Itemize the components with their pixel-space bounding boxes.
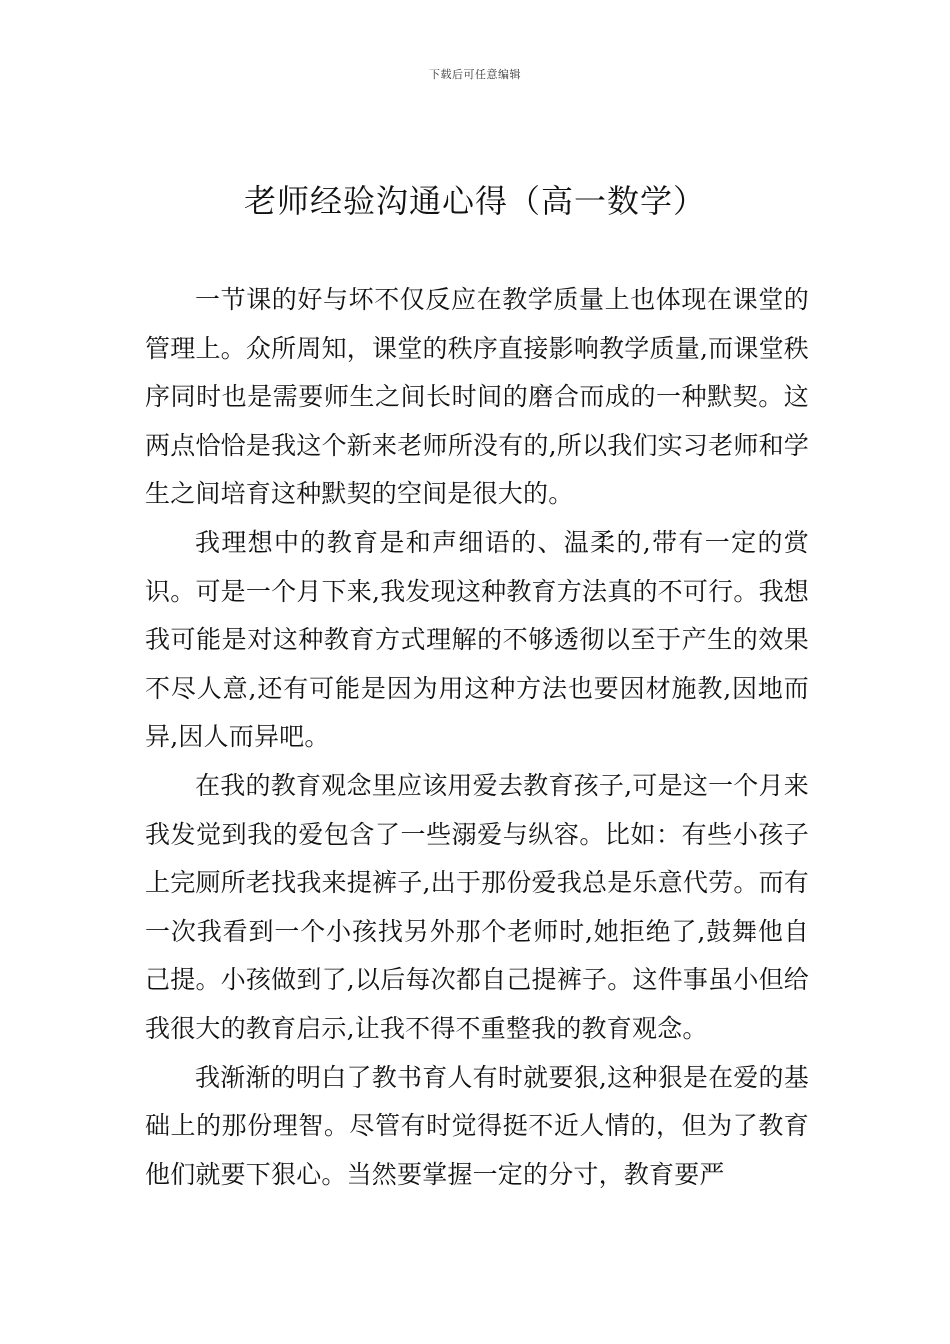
paragraph-3: 在我的教育观念里应该用爱去教育孩子,可是这一个月来我发觉到我的爱包含了一些溺爱与纵容。比如：有些小孩子上完厕所老找我来提裤子,出于那份爱我总是乐意代劳。而有一次我看到一个小孩找另外那个老师时,她拒绝了,鼓舞他自己提。小孩做到了,以后每次都自己提裤子。这件事虽小但给我很大的教育启示,让我不得不重整我的教育观念。 [145, 770, 809, 1043]
page-header-note: 下载后可任意编辑 [429, 68, 521, 81]
paragraph-2: 我理想中的教育是和声细语的、温柔的,带有一定的赏识。可是一个月下来,我发现这种教育方法真的不可行。我想我可能是对这种教育方式理解的不够透彻以至于产生的效果不尽人意,还有可能是因为用这种方法也要因材施教,因地而异,因人而异吧。 [145, 527, 809, 752]
document-body [145, 276, 809, 1199]
paragraph-1: 一节课的好与坏不仅反应在教学质量上也体现在课堂的管理上。众所周知，课堂的秩序直接影响教学质量,而课堂秩序同时也是需要师生之间长时间的磨合而成的一种默契。这两点恰恰是我这个新来老师所没有的,所以我们实习老师和学生之间培育这种默契的空间是很大的。 [145, 285, 809, 509]
paragraph-4: 我渐渐的明白了教书育人有时就要狠,这种狠是在爱的基础上的那份理智。尽管有时觉得挺不近人情的，但为了教育他们就要下狠心。当然要掌握一定的分寸，教育要严 [145, 1062, 809, 1189]
document-title: 老师经验沟通心得（高一数学） [243, 182, 706, 220]
